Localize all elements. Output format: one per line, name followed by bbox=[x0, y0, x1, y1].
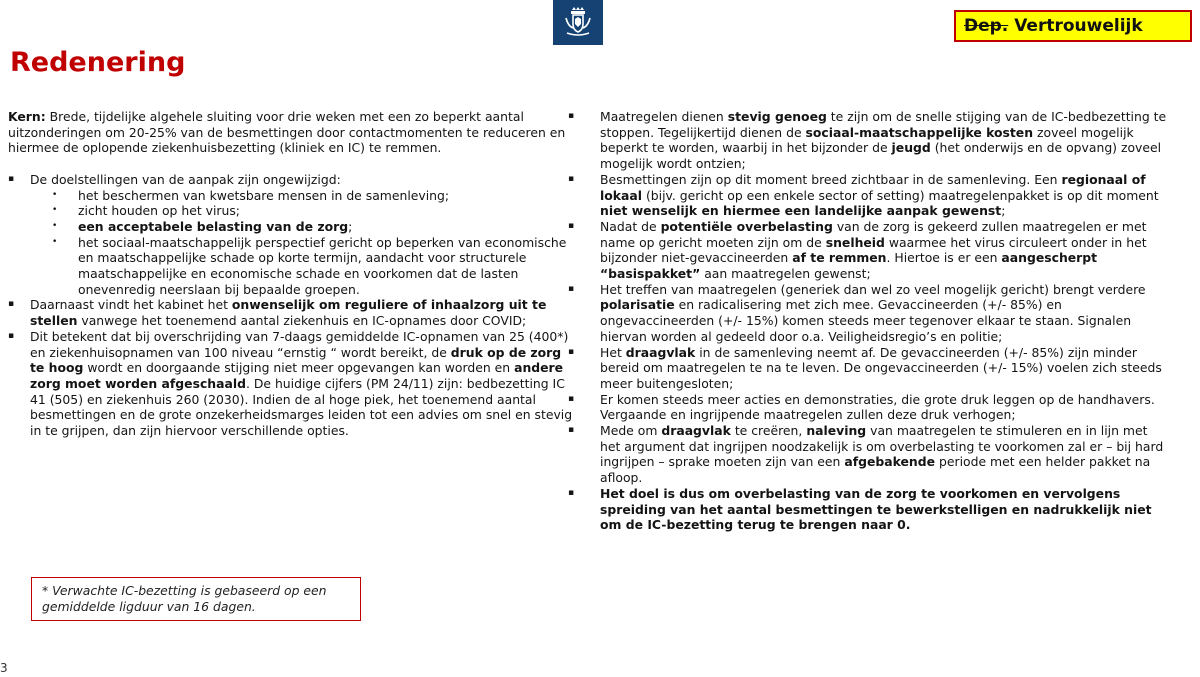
text-run: zoveel mogelijk beperkt te worden, waarbij in het bijzonder de bbox=[600, 124, 1134, 156]
square-bullet-icon: ▪ bbox=[568, 393, 575, 404]
list-item bbox=[568, 392, 1168, 423]
square-bullet-icon: ▪ bbox=[8, 173, 15, 184]
text-run: van maatregelen te stimuleren en in lijn met het argument dat ingrijpen noodzakelijk is om overbelasting te voorkomen zal er – bij hard ingrijpen – sprake moeten zijn van een bbox=[600, 423, 1164, 470]
bold-run: aangescherpt “basispakket” bbox=[600, 250, 1098, 282]
square-bullet-icon: ▪ bbox=[568, 346, 575, 357]
bold-run: draagvlak bbox=[625, 344, 696, 360]
text-run: Daarnaast vindt het kabinet het bbox=[30, 297, 228, 313]
square-bullet-icon: ▪ bbox=[568, 425, 575, 436]
kern-text: Brede, tijdelijke algehele sluiting voor drie weken met een zo beperkt aantal uitzonderingen om 20-25% van de besmettingen door contactmomenten te reduceren en hiermee de oplopende ziekenhuisbezetting (kliniek en IC) te remmen. bbox=[8, 109, 566, 156]
bold-run: polarisatie bbox=[600, 297, 675, 313]
text-run: Het treffen van maatregelen (generiek dan wel zo veel mogelijk gericht) brengt verdere bbox=[600, 281, 1146, 297]
sub-list-item bbox=[8, 219, 576, 235]
dot-bullet-icon: • bbox=[52, 189, 58, 200]
dot-bullet-icon: • bbox=[52, 220, 58, 231]
list-item bbox=[568, 486, 1168, 533]
square-bullet-icon: ▪ bbox=[568, 220, 575, 231]
bold-run: andere zorg moet worden afgeschaald bbox=[30, 360, 564, 391]
page-number: 3 bbox=[0, 661, 8, 675]
right-column bbox=[568, 109, 1168, 533]
bold-run: snelheid bbox=[825, 234, 885, 250]
square-bullet-icon: ▪ bbox=[568, 487, 575, 498]
dot-bullet-icon: • bbox=[52, 205, 58, 216]
sub-list-item bbox=[8, 188, 576, 204]
confidentiality-text: Vertrouwelijk bbox=[1014, 16, 1143, 36]
text-run: en radicalisering met zich mee. Gevaccineerden (+/- 85%) en ongevaccineerden (+/- 15%) komen steeds meer tegenover elkaar te staan. Signalen hiervan worden al gedeeld door o.a. Veiligheidsregio’s en politie; bbox=[600, 297, 1132, 344]
text-run: Besmettingen zijn op dit moment breed zichtbaar in de samenleving. Een bbox=[600, 171, 1058, 187]
text-run: Dit betekent dat bij overschrijding van 7-daags gemiddelde IC-opnamen van 25 (400*) en ziekenhuisopnamen van 100 niveau “ernstig “ wordt bereikt, de bbox=[30, 328, 569, 360]
text-run: te zijn om de snelle stijging van de IC-bedbezetting te stoppen. Tegelijkertijd dienen de bbox=[600, 109, 1167, 140]
bold-run: regionaal of lokaal bbox=[600, 171, 1146, 203]
text-run: (bijv. gericht op een enkele sector of setting) maatregelenpakket is op dit moment bbox=[645, 187, 1159, 203]
bold-run: Het doel is dus om overbelasting van de zorg te voorkomen en vervolgens spreiding van het aantal besmettingen te bewerkstelligen en nadrukkelijk niet om de IC-bezetting terug te brengen naar 0. bbox=[600, 485, 1152, 533]
text-run: . De huidige cijfers (PM 24/11) zijn: bedbezetting IC 41 (505) en ziekenhuis 260 (2030). Indien de al hoge piek, het toenemend aantal besmettingen en de grote onzekerheidsmarges leiden tot een advies om snel en stevig in te grijpen, dan zijn hiervoor verschillende opties. bbox=[30, 375, 573, 439]
text-run: periode met een helder pakket na afloop. bbox=[600, 454, 1151, 486]
sub-list-item-text: het sociaal-maatschappelijk perspectief gericht op beperken van economische en maatschappelijke schade op korte termijn, aandacht voor structurele maatschappelijke en economische schade en voorkomen dat de lasten onevenredig neerslaan bij bepaalde groepen. bbox=[78, 234, 567, 297]
confidentiality-struck-text: Dep. bbox=[964, 16, 1009, 36]
text-run: van de zorg is gekeerd zullen maatregelen er met name op gericht moeten zijn om de bbox=[600, 218, 1147, 250]
footnote-box: * Verwachte IC-bezetting is gebaseerd op een gemiddelde ligduur van 16 dagen. bbox=[31, 577, 361, 621]
sub-list-item-text: ; bbox=[348, 218, 353, 234]
text-run: ; bbox=[1001, 203, 1006, 219]
list-item bbox=[568, 109, 1168, 172]
bold-run: naleving bbox=[806, 423, 867, 439]
square-bullet-icon: ▪ bbox=[8, 299, 15, 310]
government-logo bbox=[553, 0, 603, 45]
bold-run: druk op de zorg te hoog bbox=[30, 344, 562, 376]
square-bullet-icon: ▪ bbox=[8, 330, 15, 341]
bold-run: sociaal-maatschappelijke kosten bbox=[805, 124, 1034, 140]
bold-run: draagvlak bbox=[661, 423, 731, 439]
sub-list-item-text: het beschermen van kwetsbare mensen in de samenleving; bbox=[78, 187, 450, 203]
square-bullet-icon: ▪ bbox=[568, 173, 575, 184]
list-item bbox=[568, 219, 1168, 282]
rijksoverheid-coat-of-arms-icon bbox=[562, 6, 594, 38]
list-item-text: De doelstellingen van de aanpak zijn ongewijzigd: bbox=[30, 171, 341, 187]
sub-list-item bbox=[8, 203, 576, 219]
sub-list-item bbox=[8, 235, 576, 298]
square-bullet-icon: ▪ bbox=[568, 283, 575, 294]
text-run: wordt en doorgaande stijging niet meer opgevangen kan worden en bbox=[87, 360, 511, 376]
text-run: (het onderwijs en de opvang) zoveel mogelijk wordt ontzien; bbox=[600, 140, 1162, 172]
bold-run: af te remmen bbox=[792, 250, 887, 266]
list-item bbox=[8, 297, 576, 328]
bold-run: onwenselijk om reguliere of inhaalzorg uit te stellen bbox=[30, 297, 547, 329]
list-item bbox=[8, 172, 576, 188]
list-item bbox=[568, 423, 1168, 486]
text-run: waarmee het virus circuleert onder in het bijzonder niet-gevaccineerden bbox=[600, 234, 1147, 266]
text-run: . Hiertoe is er een bbox=[886, 250, 998, 266]
list-item bbox=[568, 282, 1168, 345]
sub-list-item-text: zicht houden op het virus; bbox=[78, 203, 240, 219]
bold-run: jeugd bbox=[891, 140, 931, 156]
text-run: Nadat de bbox=[600, 218, 657, 234]
sub-list-item-bold: een acceptabele belasting van de zorg bbox=[78, 218, 349, 234]
left-column bbox=[8, 109, 576, 439]
bold-run: potentiële overbelasting bbox=[660, 218, 833, 234]
kern-paragraph bbox=[8, 109, 576, 156]
text-run: Mede om bbox=[600, 423, 658, 439]
page-title: Redenering bbox=[10, 47, 186, 78]
confidentiality-label bbox=[954, 10, 1192, 42]
dot-bullet-icon: • bbox=[52, 236, 58, 247]
text-run: vanwege het toenemend aantal ziekenhuis en IC-opnames door COVID; bbox=[81, 313, 527, 329]
text-run: Het bbox=[600, 344, 622, 360]
list-item bbox=[8, 329, 576, 439]
bold-run: afgebakende bbox=[844, 454, 936, 470]
text-run: te creëren, bbox=[734, 423, 803, 439]
kern-label: Kern: bbox=[8, 109, 46, 124]
list-item bbox=[568, 172, 1168, 219]
bold-run: niet wenselijk en hiermee een landelijke aanpak gewenst bbox=[600, 203, 1002, 219]
text-run: Er komen steeds meer acties en demonstraties, die grote druk leggen op de handhavers. Vergaande en ingrijpende maatregelen zullen deze druk verhogen; bbox=[600, 391, 1155, 423]
bold-run: stevig genoeg bbox=[727, 109, 827, 124]
square-bullet-icon: ▪ bbox=[568, 111, 575, 121]
text-run: aan maatregelen gewenst; bbox=[704, 266, 871, 282]
list-item bbox=[568, 345, 1168, 392]
text-run: in de samenleving neemt af. De gevaccineerden (+/- 85%) zijn minder bereid om maatregelen te na te leven. De ongevaccineerden (+/- 15%) voelen zich steeds meer buitengesloten; bbox=[600, 344, 1162, 391]
text-run: Maatregelen dienen bbox=[600, 109, 724, 124]
